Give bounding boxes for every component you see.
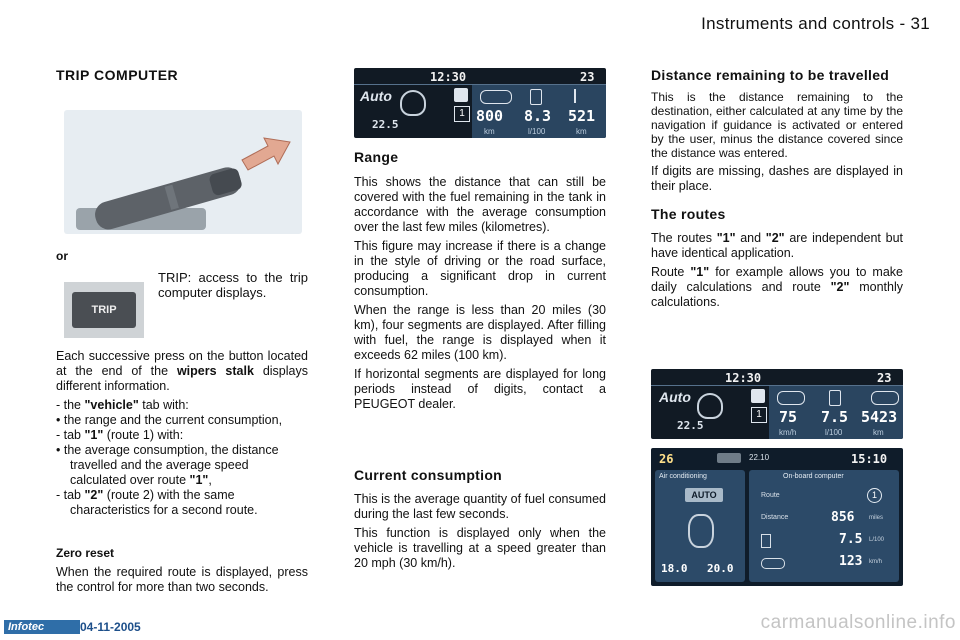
trip-data-panel bbox=[769, 386, 903, 439]
consumption-unit: l/100 bbox=[528, 127, 546, 136]
seat-occupant-icon bbox=[400, 90, 426, 116]
list-item: - the "vehicle" tab with: bbox=[56, 398, 189, 412]
speed-unit: km/h bbox=[779, 428, 797, 437]
intro-paragraph bbox=[56, 349, 308, 394]
list-item: • the range and the current consumption, bbox=[56, 413, 283, 427]
speed-unit: km/h bbox=[869, 559, 883, 565]
distance-remaining-heading: Distance remaining to be travelled bbox=[651, 67, 890, 83]
left-temperature: 18.0 bbox=[661, 562, 688, 575]
on-board-computer-panel bbox=[749, 470, 899, 582]
route-tab: 1 bbox=[751, 407, 767, 423]
speed-car-icon bbox=[761, 558, 785, 569]
vehicle-tab-icon bbox=[454, 88, 468, 102]
range-paragraph: This figure may increase if there is a change in the style of driving or the road surface, producing a significant drop in current consumption. bbox=[354, 239, 606, 298]
distance-unit: miles bbox=[869, 515, 884, 521]
range-heading: Range bbox=[354, 149, 399, 165]
consumption-unit: l/100 bbox=[825, 428, 843, 437]
wiper-stalk-illustration bbox=[64, 110, 302, 234]
range-display-screen bbox=[354, 68, 606, 138]
route-tab: 1 bbox=[454, 106, 470, 122]
display-temperature: 23 bbox=[877, 371, 892, 385]
range-value: 800 bbox=[476, 107, 504, 125]
infotec-badge: Infotec bbox=[4, 620, 80, 634]
list-item: • the average consumption, the distance travelled and the average speed calculated over route "1", bbox=[56, 443, 279, 487]
zero-reset-text: When the required route is displayed, press the control for more than two seconds. bbox=[56, 565, 308, 594]
range-paragraph: When the range is less than 20 miles (30 km), four segments are displayed. After filling with fuel, the range is displayed when it exceeds 62 miles (100 km). bbox=[354, 303, 606, 362]
current-consumption-paragraph: This function is displayed only when the vehicle is travelling at a speed greater than 20 mph (30 km/h). bbox=[354, 526, 606, 570]
distance-value: 856 bbox=[831, 510, 855, 525]
flag-icon bbox=[574, 89, 586, 103]
seat-occupant-icon bbox=[697, 393, 723, 419]
distance-label: Distance bbox=[761, 514, 789, 521]
tab-list bbox=[56, 398, 308, 518]
climate-mode: AUTO bbox=[685, 488, 723, 502]
fuel-pump-icon bbox=[530, 89, 542, 105]
range-unit: km bbox=[484, 127, 495, 136]
multifunction-display-screen bbox=[651, 448, 903, 586]
intro-text-start: Each successive press on the button located at the end of the bbox=[56, 349, 308, 378]
speed-car-icon bbox=[777, 391, 805, 405]
climate-setpoint: 22.5 bbox=[372, 118, 399, 131]
mode-indicator-icon bbox=[717, 453, 741, 463]
consumption-value: 7.5 bbox=[821, 408, 849, 426]
or-label: or bbox=[56, 249, 68, 263]
fuel-pump-icon bbox=[829, 390, 841, 406]
display-clock: 12:30 bbox=[430, 70, 467, 84]
display-date: 22.10 bbox=[749, 453, 770, 462]
wiper-stalk-photo bbox=[64, 110, 302, 234]
distance-value: 521 bbox=[568, 107, 596, 125]
list-item: - tab "1" (route 1) with: bbox=[56, 428, 184, 442]
consumption-unit: L/100 bbox=[869, 537, 885, 543]
air-conditioning-title: Air conditioning bbox=[659, 473, 707, 480]
climate-mode: Auto bbox=[659, 389, 691, 405]
trip-display-screen bbox=[651, 369, 903, 439]
trip-button-photo bbox=[64, 282, 144, 338]
distance-remaining-paragraph: This is the distance remaining to the destination, either calculated at any time by the navigation if guidance is activated or entered by the user, minus the distance covered since the distance was entered. bbox=[651, 90, 903, 160]
on-board-computer-title: On-board computer bbox=[783, 473, 844, 480]
current-consumption-heading: Current consumption bbox=[354, 467, 503, 483]
route-label: Route bbox=[761, 492, 780, 499]
zero-reset-heading: Zero reset bbox=[56, 546, 115, 560]
intro-text-end: displays different information. bbox=[56, 364, 308, 393]
speed-value: 123 bbox=[839, 554, 863, 569]
display-temperature: 23 bbox=[580, 70, 595, 84]
climate-mode: Auto bbox=[360, 88, 392, 104]
vehicle-tab-icon bbox=[751, 389, 765, 403]
consumption-value: 8.3 bbox=[524, 107, 552, 125]
right-temperature: 20.0 bbox=[707, 562, 734, 575]
current-consumption-paragraph: This is the average quantity of fuel consumed during the last few seconds. bbox=[354, 492, 606, 521]
site-watermark: carmanualsonline.info bbox=[760, 612, 956, 633]
distance-value: 5423 bbox=[861, 408, 898, 426]
speed-value: 75 bbox=[779, 408, 798, 426]
distance-unit: km bbox=[873, 428, 884, 437]
route-number: 1 bbox=[867, 488, 882, 503]
page-header: Instruments and controls - 31 bbox=[701, 14, 930, 33]
range-paragraph: If horizontal segments are displayed for long periods instead of digits, contact a PEUGEOT dealer. bbox=[354, 367, 606, 411]
climate-setpoint: 22.5 bbox=[677, 419, 704, 432]
press-arrow-icon bbox=[242, 138, 290, 170]
trip-computer-heading: TRIP COMPUTER bbox=[56, 67, 179, 83]
outside-temperature: 26 bbox=[659, 452, 674, 466]
range-paragraph: This shows the distance that can still be covered with the fuel remaining in the tank in accordance with the average consumption over the last few miles (kilometres). bbox=[354, 175, 606, 234]
routes-heading: The routes bbox=[651, 206, 726, 222]
air-conditioning-panel bbox=[655, 470, 745, 582]
display-clock: 12:30 bbox=[725, 371, 762, 385]
route-example-paragraph: Route "1" for example allows you to make daily calculations and route "2" monthly calculations. bbox=[651, 265, 903, 309]
trip-data-panel bbox=[472, 85, 606, 138]
footer-date: 04-11-2005 bbox=[80, 620, 141, 634]
routes-paragraph: The routes "1" and "2" are independent but have identical application. bbox=[651, 231, 903, 260]
trip-button: TRIP bbox=[72, 292, 136, 328]
seat-occupant-icon bbox=[688, 514, 714, 548]
consumption-value: 7.5 bbox=[839, 532, 863, 547]
fuel-range-icon bbox=[480, 90, 512, 104]
intro-text-bold: wipers stalk bbox=[176, 364, 254, 378]
fuel-pump-icon bbox=[761, 534, 771, 548]
trip-button-description: TRIP: access to the trip computer displays. bbox=[158, 270, 308, 300]
missing-digits-paragraph: If digits are missing, dashes are displayed in their place. bbox=[651, 164, 903, 193]
display-clock: 15:10 bbox=[851, 452, 888, 466]
list-item: - tab "2" (route 2) with the same characteristics for a second route. bbox=[56, 488, 258, 517]
distance-unit: km bbox=[576, 127, 587, 136]
distance-car-icon bbox=[871, 391, 899, 405]
